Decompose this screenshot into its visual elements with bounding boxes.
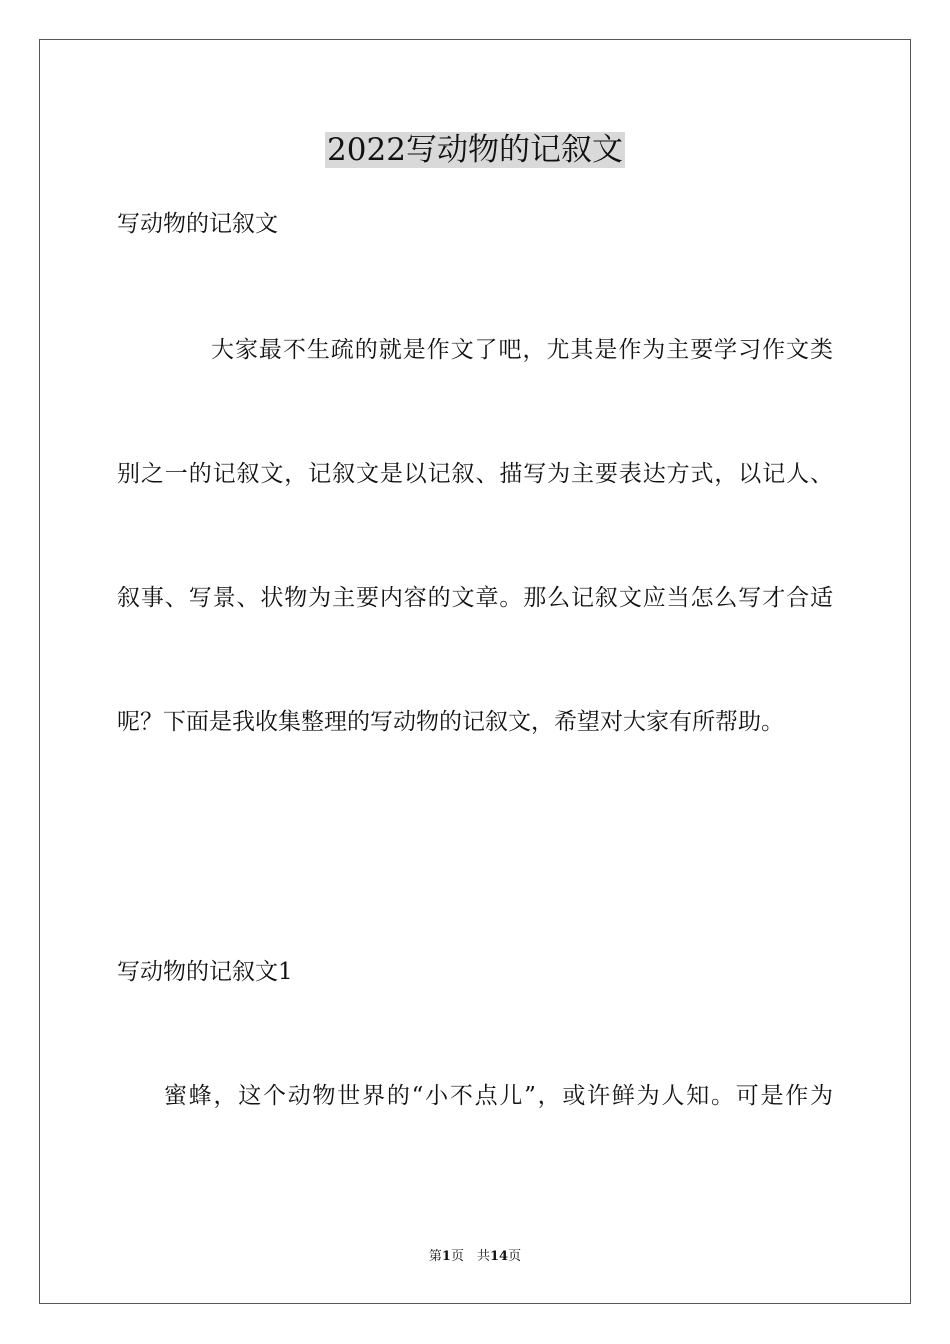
footer-page-mid: 页 共 — [450, 1249, 490, 1264]
intro-line-4: 呢？下面是我收集整理的写动物的记叙文，希望对大家有所帮助。 — [117, 709, 784, 735]
document-title-text: 2022写动物的记叙文 — [327, 132, 623, 168]
footer-page-prefix: 第 — [428, 1249, 442, 1264]
page-footer — [0, 1248, 950, 1266]
section-line-1: 蜜蜂，这个动物世界的“小不点儿”，或许鲜为人知。可是作为 — [164, 1083, 833, 1109]
intro-line-1: 大家最不生疏的就是作文了吧，尤其是作为主要学习作文类 — [211, 337, 833, 363]
footer-page-current: 1 — [441, 1249, 451, 1264]
document-title — [0, 128, 950, 172]
section-heading: 写动物的记叙文1 — [117, 959, 293, 985]
document-subtitle: 写动物的记叙文 — [117, 211, 278, 237]
intro-line-3: 叙事、写景、状物为主要内容的文章。那么记叙文应当怎么写才合适 — [117, 585, 833, 611]
intro-line-2: 别之一的记叙文，记叙文是以记叙、描写为主要表达方式，以记人、 — [117, 461, 833, 487]
footer-page-suffix: 页 — [508, 1249, 522, 1264]
footer-page-total: 14 — [489, 1249, 509, 1264]
